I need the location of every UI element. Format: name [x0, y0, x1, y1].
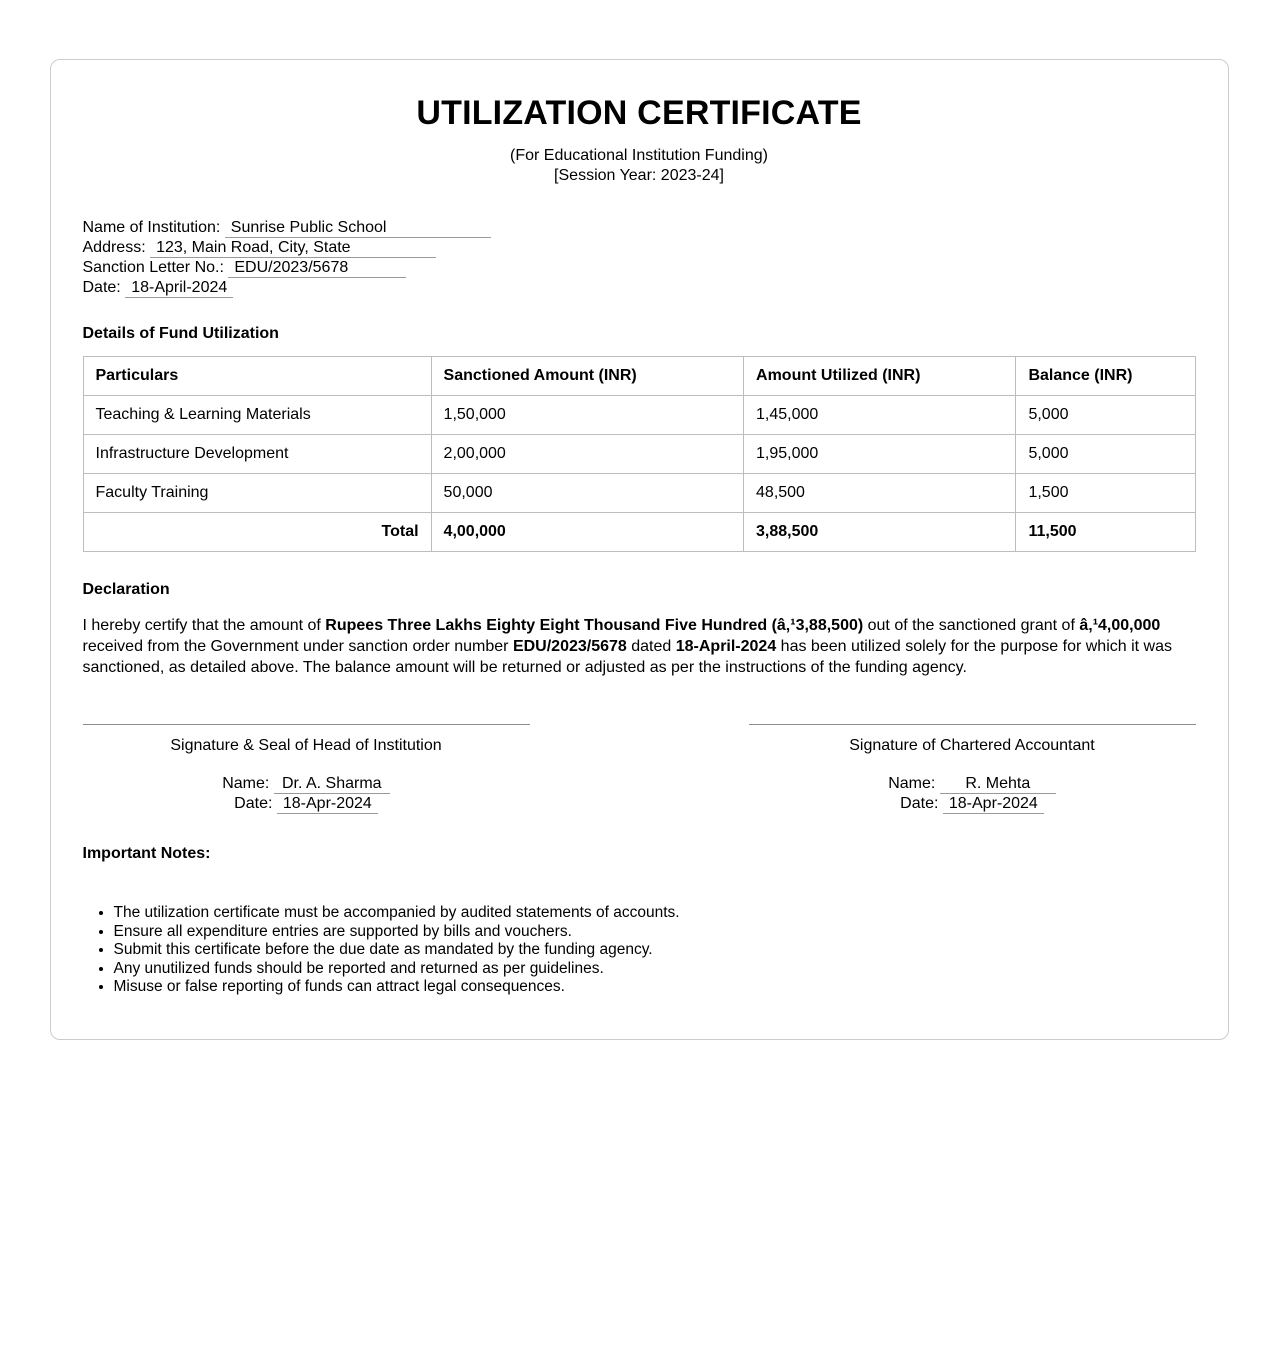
name-value-underlined: R. Mehta — [940, 775, 1056, 794]
declaration-paragraph — [83, 615, 1196, 678]
table-total-row — [83, 513, 1195, 552]
declaration-sanction-number: EDU/2023/5678 — [512, 638, 627, 656]
date-label: Date: — [234, 795, 273, 813]
signature-date-row — [83, 794, 530, 814]
signature-block-head-of-institution — [83, 724, 530, 814]
page-title: UTILIZATION CERTIFICATE — [416, 94, 862, 132]
field-label: Date: — [82, 279, 121, 297]
signature-title: Signature & Seal of Head of Institution — [170, 737, 442, 755]
column-header-sanctioned-amount: Sanctioned Amount (INR) — [431, 357, 743, 396]
field-institution-name — [83, 218, 1196, 238]
signature-name-row — [83, 774, 530, 794]
declaration-text: dated — [626, 638, 676, 656]
cell-particulars: Faculty Training — [83, 474, 431, 513]
cell-particulars: Infrastructure Development — [83, 435, 431, 474]
field-date — [83, 278, 1196, 298]
signature-section — [83, 724, 1196, 814]
field-value-underlined: EDU/2023/5678 — [228, 259, 406, 278]
column-header-amount-utilized: Amount Utilized (INR) — [744, 357, 1016, 396]
field-value-underlined: Sunrise Public School — [225, 219, 491, 238]
notes-list — [83, 904, 1196, 997]
field-value-underlined: 123, Main Road, City, State — [150, 239, 436, 258]
signature-line — [749, 724, 1196, 725]
signature-date-row — [749, 794, 1196, 814]
cell-sanctioned: 2,00,000 — [431, 435, 743, 474]
table-row — [83, 474, 1195, 513]
declaration-date: 18-April-2024 — [675, 638, 777, 656]
cell-utilized: 1,95,000 — [744, 435, 1016, 474]
date-label: Date: — [900, 795, 939, 813]
field-label: Name of Institution: — [82, 219, 221, 237]
cell-balance: 1,500 — [1016, 474, 1195, 513]
subtitle-session: [Session Year: 2023-24] — [554, 167, 724, 185]
notes-heading: Important Notes: — [82, 845, 211, 863]
declaration-text: has been utilized solely for the purpose for which it was sanctioned, as detailed above. The balance amount will be returned or adjusted as per the instructions of the funding agency. — [82, 638, 1172, 677]
field-label: Sanction Letter No.: — [82, 259, 224, 277]
table-row — [83, 435, 1195, 474]
name-value-underlined: Dr. A. Sharma — [274, 775, 390, 794]
signature-fields — [749, 774, 1196, 814]
cell-balance: 5,000 — [1016, 396, 1195, 435]
total-label: Total — [83, 513, 431, 552]
fund-utilization-heading: Details of Fund Utilization — [82, 325, 279, 343]
signature-name-row — [749, 774, 1196, 794]
institution-details — [83, 218, 1196, 298]
signature-title: Signature of Chartered Accountant — [849, 737, 1095, 755]
signature-block-chartered-accountant — [749, 724, 1196, 814]
certificate-card — [50, 59, 1229, 1040]
subtitle-funding: (For Educational Institution Funding) — [510, 147, 768, 165]
total-sanctioned: 4,00,000 — [431, 513, 743, 552]
cell-balance: 5,000 — [1016, 435, 1195, 474]
field-value-underlined: 18-April-2024 — [125, 279, 233, 298]
name-label: Name: — [222, 775, 270, 793]
declaration-text: out of the sanctioned grant of — [863, 617, 1080, 635]
field-label: Address: — [82, 239, 146, 257]
field-address — [83, 238, 1196, 258]
date-value-underlined: 18-Apr-2024 — [277, 795, 378, 814]
note-item: • Ensure all expenditure entries are supported by bills and vouchers. — [114, 923, 1196, 942]
column-header-balance: Balance (INR) — [1016, 357, 1195, 396]
declaration-text: I hereby certify that the amount of — [82, 617, 326, 635]
cell-sanctioned: 1,50,000 — [431, 396, 743, 435]
table-header-row — [83, 357, 1195, 396]
note-item: • Any unutilized funds should be reported and returned as per guidelines. — [114, 960, 1196, 979]
signature-line — [83, 724, 530, 725]
fund-utilization-table — [83, 356, 1196, 552]
note-item: • Submit this certificate before the due date as mandated by the funding agency. — [114, 941, 1196, 960]
declaration-text: received from the Government under sanction order number — [82, 638, 513, 656]
note-item: • Misuse or false reporting of funds can attract legal consequences. — [114, 978, 1196, 997]
declaration-heading: Declaration — [82, 581, 170, 599]
note-item: • The utilization certificate must be accompanied by audited statements of accounts. — [114, 904, 1196, 923]
column-header-particulars: Particulars — [83, 357, 431, 396]
declaration-grant-amount: â‚¹4,00,000 — [1079, 617, 1161, 635]
cell-particulars: Teaching & Learning Materials — [83, 396, 431, 435]
cell-utilized: 48,500 — [744, 474, 1016, 513]
signature-fields — [83, 774, 530, 814]
field-sanction-letter-no — [83, 258, 1196, 278]
table-row — [83, 396, 1195, 435]
date-value-underlined: 18-Apr-2024 — [943, 795, 1044, 814]
total-balance: 11,500 — [1016, 513, 1195, 552]
name-label: Name: — [888, 775, 936, 793]
total-utilized: 3,88,500 — [744, 513, 1016, 552]
declaration-amount-words: Rupees Three Lakhs Eighty Eight Thousand Five Hundred (â‚¹3,88,500) — [325, 617, 864, 635]
cell-sanctioned: 50,000 — [431, 474, 743, 513]
cell-utilized: 1,45,000 — [744, 396, 1016, 435]
